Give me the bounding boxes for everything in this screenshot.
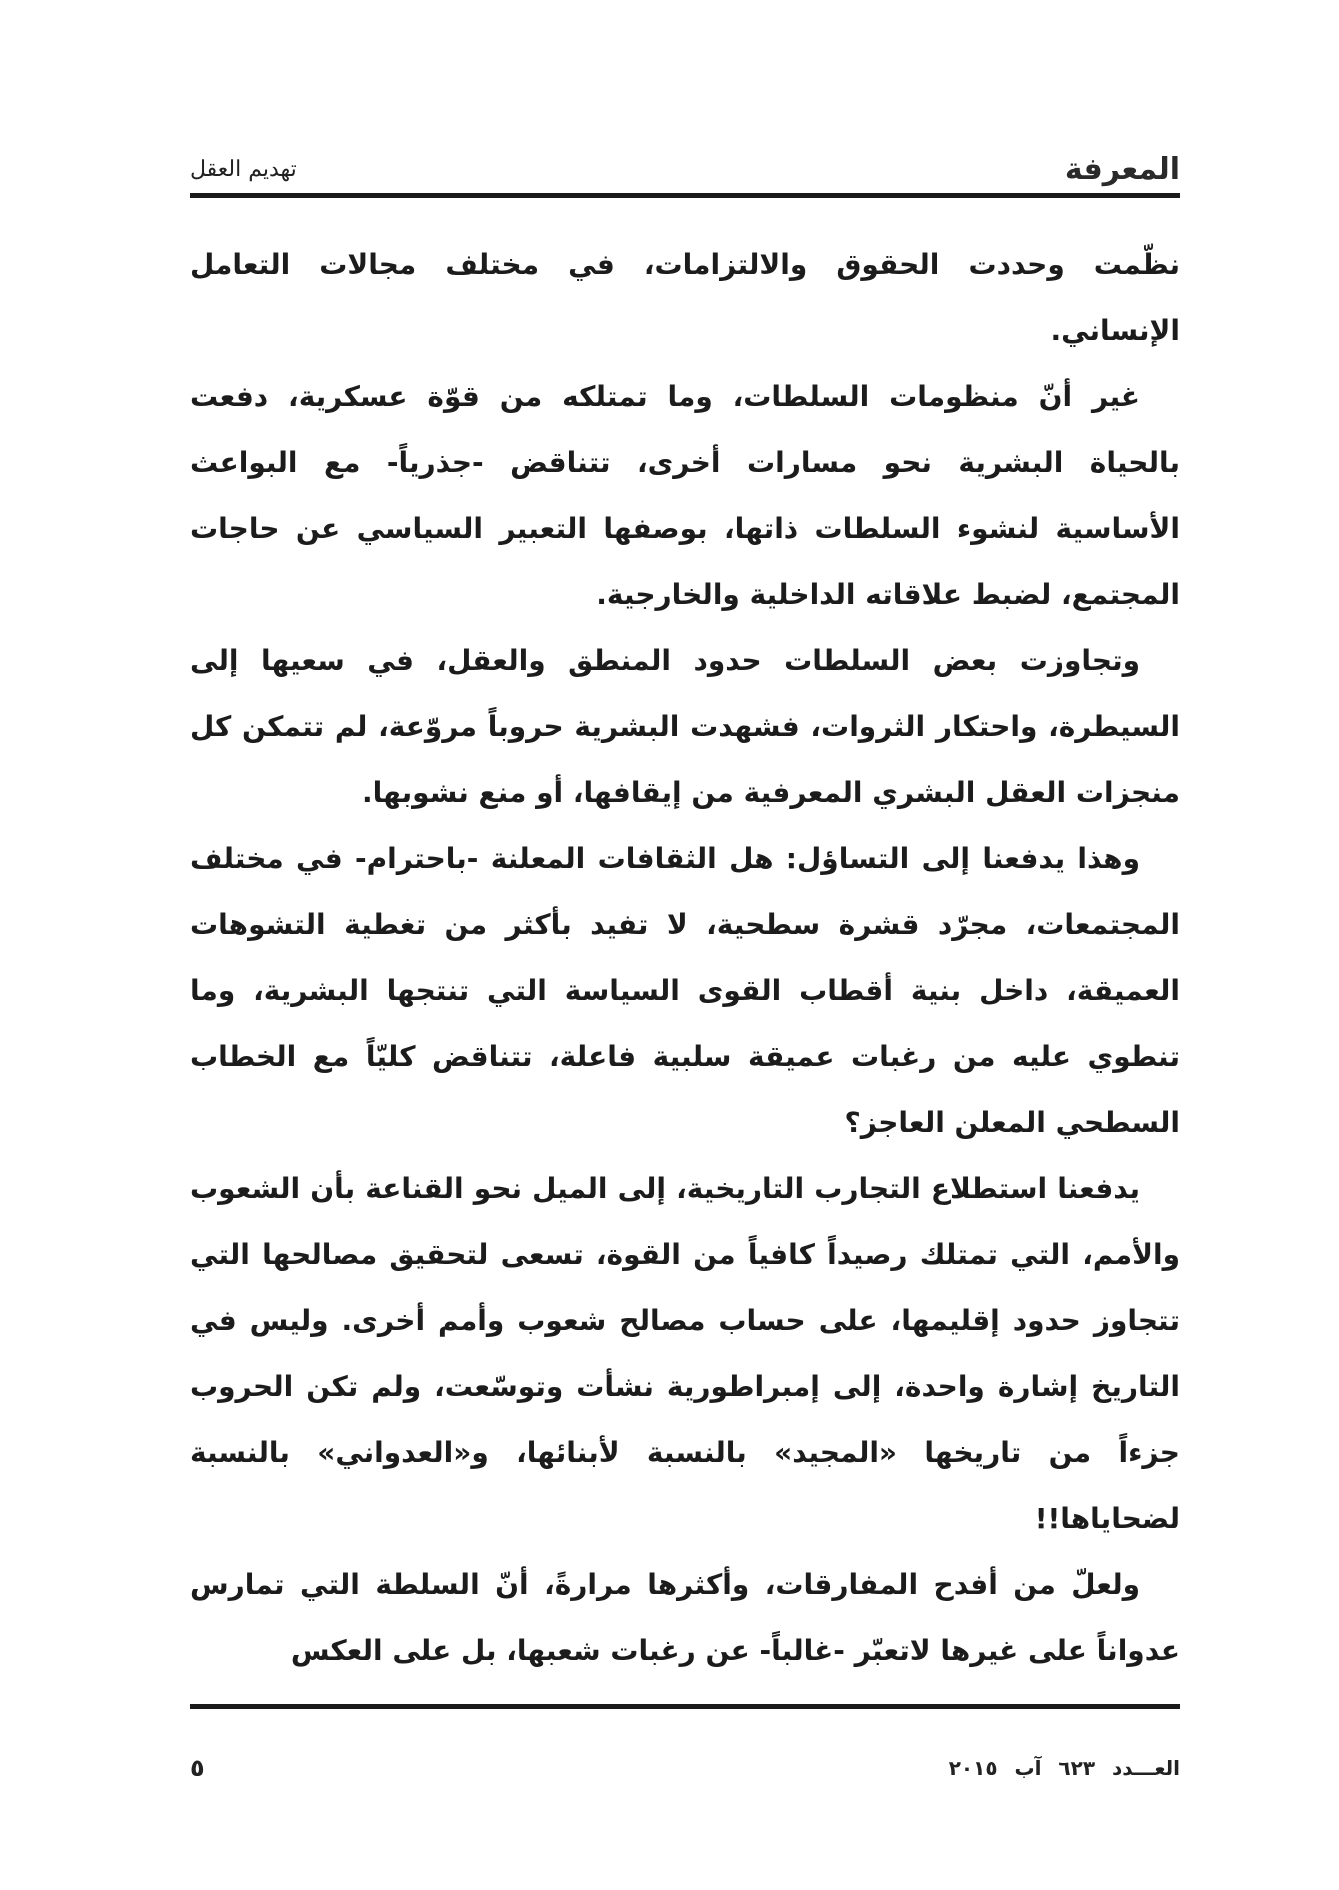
page-header	[190, 150, 1180, 190]
paragraph: ولعلّ من أفدح المفارقات، وأكثرها مرارةً، أنّ السلطة التي تمارس عدواناً على غيرها لاتعبّر -غالباً- عن رغبات شعبها، بل على العكس	[190, 1568, 1180, 1667]
header-divider	[190, 193, 1180, 198]
paragraph: غير أنّ منظومات السلطات، وما تمتلكه من قوّة عسكرية، دفعت بالحياة البشرية نحو مسارات أخرى، تتناقض -جذرياً- مع البواعث الأساسية لنشوء السلطات ذاتها، بوصفها التعبير السياسي عن حاجات المجتمع، لضبط علاقاته الداخلية والخارجية.	[190, 380, 1180, 611]
page-number: ٥	[190, 1754, 205, 1782]
page-footer	[190, 1748, 1180, 1788]
paragraph: وهذا يدفعنا إلى التساؤل: هل الثقافات المعلنة -باحترام- في مختلف المجتمعات، مجرّد قشرة سطحية، لا تفيد بأكثر من تغطية التشوهات العميقة، داخل بنية أقطاب القوى السياسة التي تنتجها البشرية، وما تنطوي عليه من رغبات عميقة سلبية فاعلة، تتناقض كليّاً مع الخطاب السطحي المعلن العاجز؟	[190, 842, 1180, 1139]
issue-year: ٢٠١٥	[948, 1756, 998, 1780]
issue-info	[949, 1748, 1180, 1788]
magazine-logo: المعرفة	[1064, 152, 1180, 187]
issue-month: آب	[1014, 1756, 1042, 1780]
paragraph: وتجاوزت بعض السلطات حدود المنطق والعقل، في سعيها إلى السيطرة، واحتكار الثروات، فشهدت البشرية حروباً مروّعة، لم تتمكن كل منجزات العقل البشري المعرفية من إيقافها، أو منع نشوبها.	[190, 644, 1180, 809]
paragraph: يدفعنا استطلاع التجارب التاريخية، إلى الميل نحو القناعة بأن الشعوب والأمم، التي تمتلك رصيداً كافياً من القوة، تسعى لتحقيق مصالحها التي تتجاوز حدود إقليمها، على حساب مصالح شعوب وأمم أخرى. وليس في التاريخ إشارة واحدة، إلى إمبراطورية نشأت وتوسّعت، ولم تكن الحروب جزءاً من تاريخها «المجيد» بالنسبة لأبنائها، و«العدواني» بالنسبة لضحاياها!!	[190, 1172, 1180, 1535]
footer-divider	[190, 1704, 1180, 1709]
article-running-title: تهديم العقل	[190, 157, 297, 182]
issue-number: ٦٢٣	[1058, 1756, 1096, 1780]
issue-label: العـــدد	[1112, 1756, 1180, 1780]
article-body	[190, 232, 1180, 1684]
paragraph: نظّمت وحددت الحقوق والالتزامات، في مختلف مجالات التعامل الإنساني.	[190, 248, 1180, 347]
